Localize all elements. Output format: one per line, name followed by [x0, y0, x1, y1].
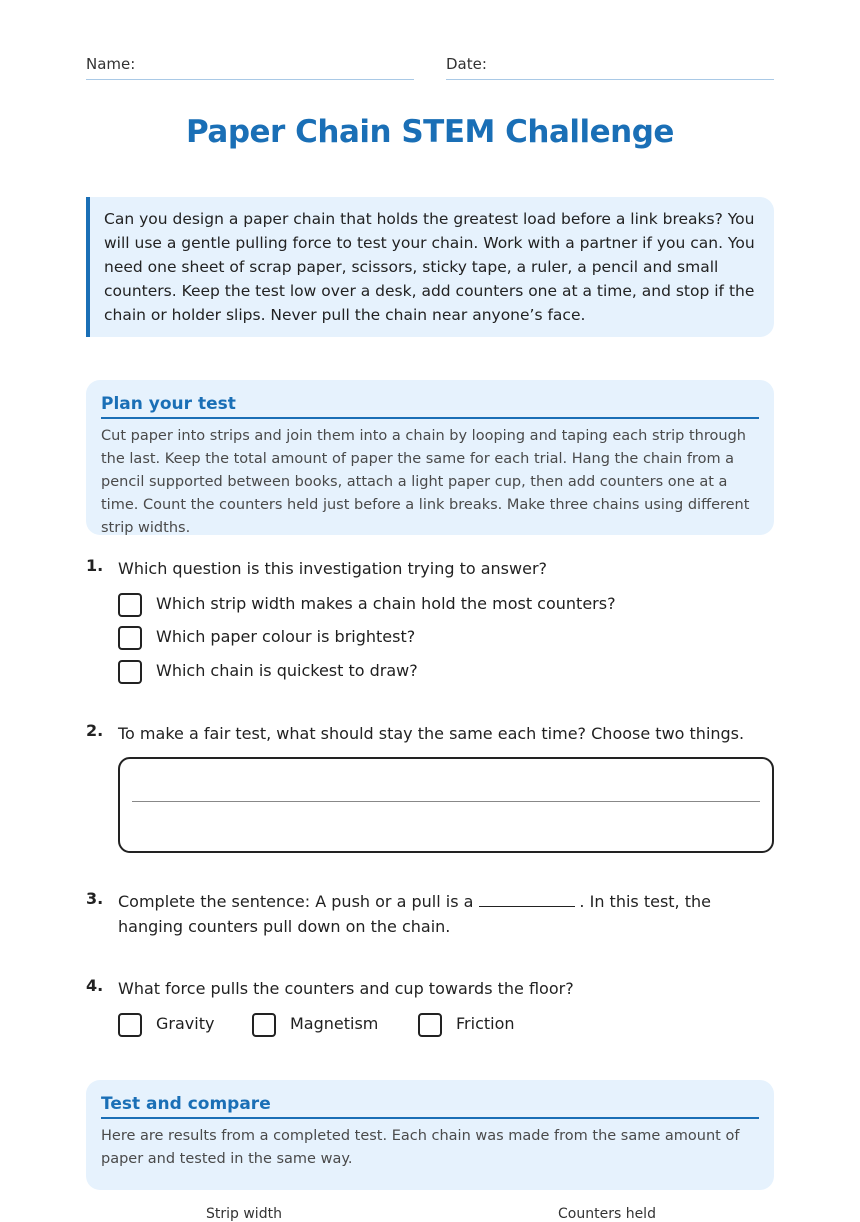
option-label: Which paper colour is brightest?	[156, 627, 416, 646]
answer-line	[132, 801, 760, 802]
test-panel	[86, 1080, 774, 1190]
plan-title: Plan your test	[101, 394, 759, 419]
page-title: Paper Chain STEM Challenge	[186, 114, 674, 150]
checkbox[interactable]	[118, 593, 142, 617]
plan-panel	[86, 380, 774, 535]
question-text	[118, 889, 774, 939]
option-label: Gravity	[156, 1014, 215, 1033]
plan-text: Cut paper into strips and join them into a chain by looping and taping each strip through the last. Keep the total amount of paper the same for each trial. Hang the chain from a pencil supported between books, attach a light paper cup, then add counters one at a time. Count the counters held just before a link breaks. Make three chains using different strip widths.	[101, 428, 750, 536]
question-text: Which question is this investigation trying to answer?	[118, 559, 548, 578]
question-number: 4.	[86, 976, 104, 995]
date-label: Date:	[446, 55, 487, 73]
question-text: To make a fair test, what should stay the same each time? Choose two things.	[118, 724, 745, 743]
checkbox[interactable]	[118, 1013, 142, 1037]
question-text: What force pulls the counters and cup towards the floor?	[118, 979, 574, 998]
q3-text-before: Complete the sentence: A push or a pull is a	[118, 892, 474, 911]
q3-blank[interactable]	[479, 890, 575, 907]
option-label: Which strip width makes a chain hold the most counters?	[156, 594, 616, 613]
checkbox[interactable]	[252, 1013, 276, 1037]
header-fields	[86, 52, 774, 80]
question-number: 3.	[86, 889, 104, 908]
intro-callout: Can you design a paper chain that holds the greatest load before a link breaks? You will use a gentle pulling force to test your chain. Work with a partner if you can. You need one sheet of scrap paper, scissors, sticky tape, a ruler, a pencil and small counters. Keep the test low over a desk, add counters one at a time, and stop if the chain or holder slips. Never pull the chain near anyone’s face.	[86, 197, 774, 337]
name-label: Name:	[86, 55, 136, 73]
name-field[interactable]	[86, 52, 414, 80]
date-field[interactable]	[446, 52, 774, 80]
option-label: Which chain is quickest to draw?	[156, 661, 418, 680]
checkbox[interactable]	[118, 660, 142, 684]
column-header: Strip width	[206, 1206, 282, 1222]
q3-text-after: . In this test, the hanging counters pull down on the chain.	[118, 892, 711, 936]
checkbox[interactable]	[118, 626, 142, 650]
option-label: Friction	[456, 1014, 515, 1033]
column-header: Counters held	[558, 1206, 656, 1222]
question-number: 2.	[86, 721, 104, 740]
q2-answer-box[interactable]	[118, 757, 774, 853]
question-number: 1.	[86, 556, 104, 575]
checkbox[interactable]	[418, 1013, 442, 1037]
test-title: Test and compare	[101, 1094, 759, 1119]
option-label: Magnetism	[290, 1014, 379, 1033]
test-text: Here are results from a completed test. Each chain was made from the same amount of paper and tested in the same way.	[101, 1128, 740, 1167]
